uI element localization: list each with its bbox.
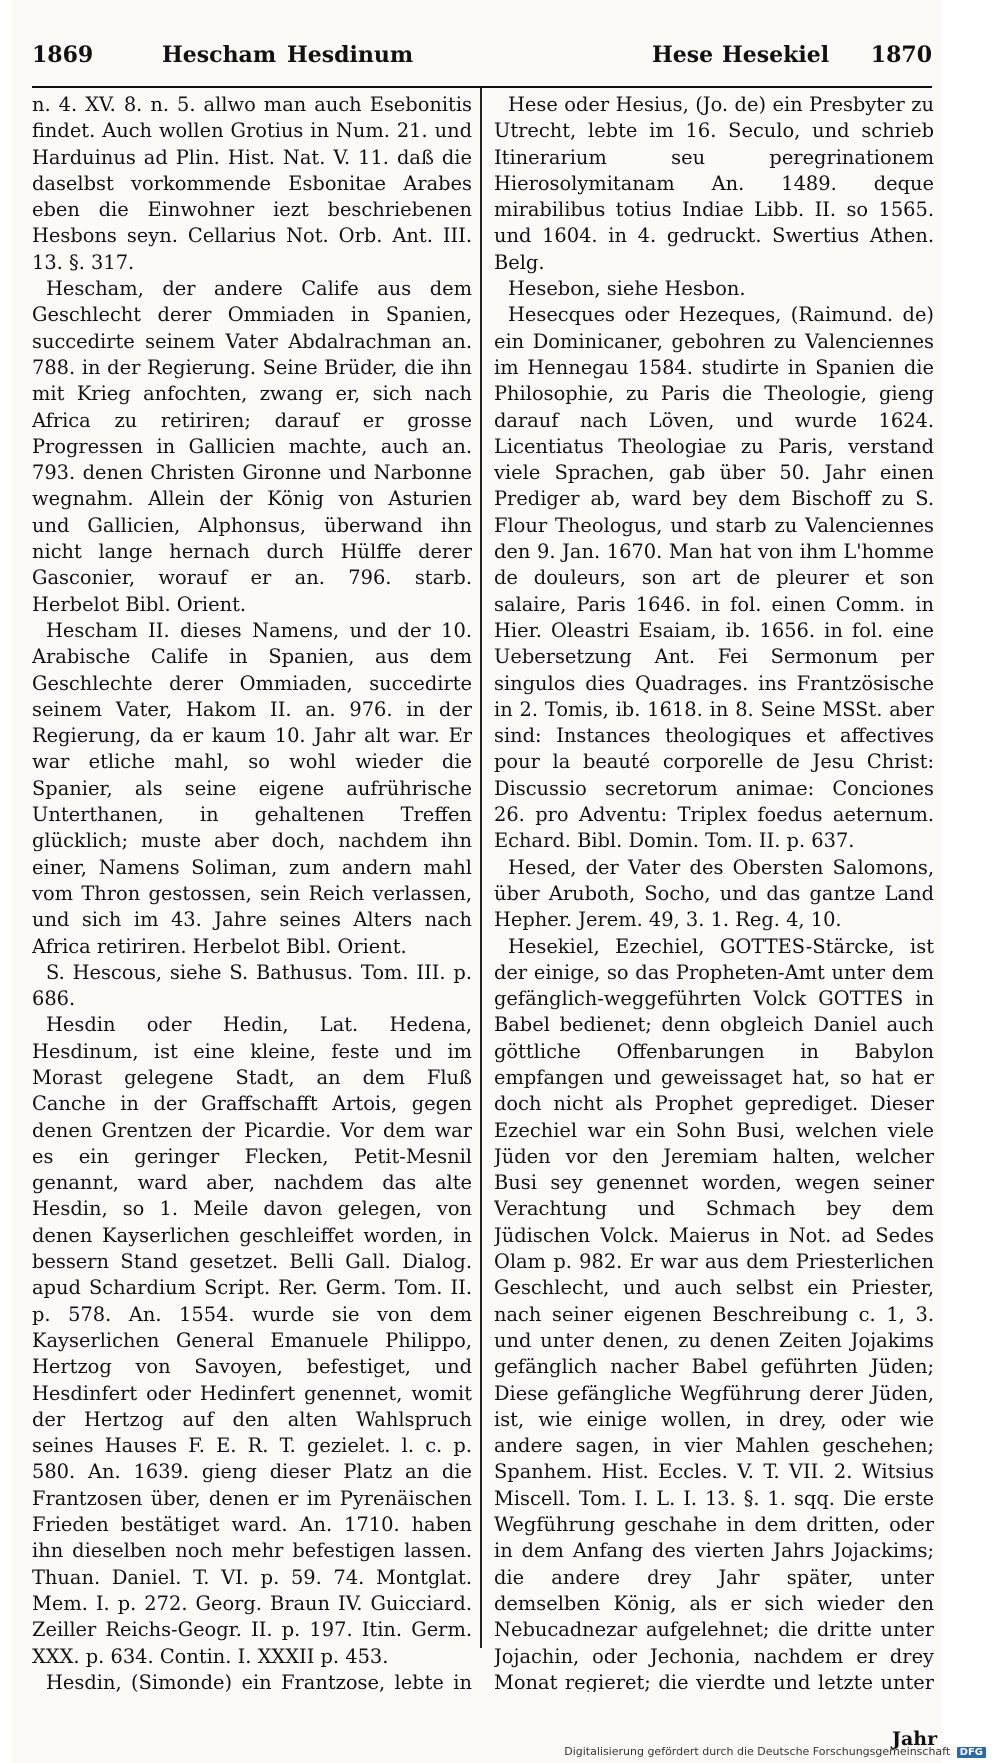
right-running-word-1: Hese [652, 42, 714, 68]
dfg-logo: DFG [957, 1747, 986, 1758]
lexicon-entry: Hesebon, siehe Hesbon. [508, 277, 746, 301]
lexicon-entry: Hescham, der andere Calife aus dem Geschlecht derer Ommiaden in Spanien, succedirte seinem Vater Abdalrachman an. 788. in der Regierung. Seine Brüder, die ihn mit Krieg anfochten, zwang er, sich nach Africa zu retiriren; darauf er grosse Progressen in Gallicien machte, auch an. 793. denen Christen Gironne und Narbonne wegnahm. Allein der König von Asturien und Gallicien, Alphonsus, überwand ihn nicht lange hernach durch Hülffe derer Gasconier, worauf er an. 796. starb. Herbelot Bibl. Orient. [32, 277, 472, 616]
left-page-number: 1869 [32, 42, 94, 68]
right-running-word-2: Hesekiel [722, 42, 830, 68]
lexicon-entry: Hesekiel, Ezechiel, GOTTES-Stärcke, ist der einige, so das Propheten-Amt unter dem gefänglich-weggeführten Volck GOTTES in Babel bedienet; denn obgleich Daniel auch göttliche Offenbarungen in Babylon empfangen und geweissaget hat, so hat er doch nicht als Prophet geprediget. Dieser Ezechiel war ein Sohn Busi, welchen viele Jüden vor den Jeremiam halten, welcher Busi sey genennet worden, wegen seiner Verachtung und Schmach bey dem Jüdischen Volck. Maierus in Not. ad Sedes Olam p. 982. Er war aus dem Priesterlichen Geschlecht, und auch selbst ein Priester, nach seiner eigenen Beschreibung c. 1, 3. und unter denen, zu denen Zeiten Jojakims gefänglich nacher Babel geführten Jüden; Diese gefängliche Wegführung derer Jüden, ist, wie einige wollen, in drey, oder wie andere sagen, in vier Mahlen geschehen; Spanhem. Hist. Eccles. V. T. VII. 2. Witsius Miscell. Tom. I. L. I. 13. §. 1. sqq. Die erste Wegführung geschahe in dem dritten, oder in dem Anfang des vierten Jahrs Jojackims; die andere drey Jahr später, unter demselben König, als er sich wieder den Nebucadnezar aufgelehnet; die dritte unter Jojachin, oder Jechonia, nachdem er drey Monat regieret; die vierdte und letzte unter [494, 934, 934, 1692]
lexicon-entry: Hesdin oder Hedin, Lat. Hedena, Hesdinum, ist eine kleine, feste und im Morast gelegene Stadt, an dem Fluß Canche in der Graffschafft Artois, gegen denen Grentzen der Picardie. Vor dem war es ein geringer Flecken, Petit-Mesnil genannt, ward aber, nachdem das alte Hesdin, so 1. Meile davon gelegen, von denen Kayserlichen geschleiffet worden, in bessern Stand gesetzet. Belli Gall. Dialog. apud Schardium Script. Rer. Germ. Tom. II. p. 578. An. 1554. wurde sie von dem Kayserlichen General Emanuele Philippo, Hertzog von Savoyen, befestiget, und Hesdinfert oder Hedinfert genennet, womit der Hertzog auf den alten Wahlspruch seines Hauses F. E. R. T. gezielet. l. c. p. 580. An. 1639. gieng dieser Platz an die Frantzosen über, denen er im Pyrenäischen Frieden bestätiget ward. An. 1710. haben ihn dieselben noch mehr befestigen lassen. Thuan. Daniel. T. VI. p. 59. 74. Montglat. Mem. I. p. 272. Georg. Braun IV. Guicciard. Zeiller Reichs-Geogr. II. p. 197. Itin. Germ. XXX. p. 634. Contin. I. XXXII p. 453. [32, 1013, 472, 1668]
lexicon-entry: Hesecques oder Hezeques, (Raimund. de) ein Dominicaner, gebohren zu Valenciennes im Hennegau 1584. studirte in Spanien die Philosophie, zu Paris die Theologie, gieng darauf nach Löven, und wurde 1624. Licentiatus Theologiae zu Paris, verstand viele Sprachen, gab über 50. Jahr einen Prediger ab, ward bey dem Bischoff zu S. Flour Theologus, und starb zu Valenciennes den 9. Jan. 1670. Man hat von ihm L'homme de douleurs, son art de pleurer et son salaire, Paris 1646. in fol. einen Comm. in Hier. Oleastri Esaiam, ib. 1656. in fol. eine Uebersetzung Ant. Fei Sermonum per singulos dies Quadrages. ins Frantzösische in 2. Tomis, ib. 1618. in 8. Seine MSSt. aber sind: Instances theologiques et affectives pour la beauté corporelle de Jesu Christ: Discussio secretorum animae: Conciones 26. pro Adventu: Triplex foedus aeternum. Echard. Bibl. Domin. Tom. II. p. 637. [494, 303, 934, 853]
left-running-word-1: Hescham [162, 42, 277, 68]
right-page-number: 1870 [870, 42, 932, 68]
left-running-word-2: Hesdinum [287, 42, 414, 68]
header-rule [32, 86, 932, 88]
page [12, 0, 942, 1763]
footer-text: Digitalisierung gefördert durch die Deutsche Forschungsgemeinschaft [564, 1745, 951, 1758]
column-separator [480, 88, 482, 1648]
right-column [494, 92, 934, 1692]
digitization-footer [564, 1745, 986, 1758]
left-column [32, 92, 472, 1692]
lexicon-entry: Hescham II. dieses Namens, und der 10. Arabische Calife in Spanien, aus dem Geschlechte derer Ommiaden, succedirte seinem Vater, Hakom II. an. 976. in der Regierung, da er kaum 10. Jahr alt war. Er war etliche mahl, so wohl wieder die Spanier, als seine eigene aufrührische Unterthanen, in gehaltenen Treffen glücklich; muste aber doch, nachdem ihn einer, Namens Soliman, zum andern mahl vom Thron gestossen, sein Reich verlassen, und sich im 43. Jahre seines Alters nach Africa retiriren. Herbelot Bibl. Orient. [32, 618, 472, 958]
lexicon-entry: S. Hescous, siehe S. Bathusus. Tom. III. p. 686. [32, 960, 472, 1011]
lexicon-entry: Hesdin, (Simonde) ein Frantzose, lebte in [46, 1670, 472, 1692]
lexicon-entry: n. 4. XV. 8. n. 5. allwo man auch Esebonitis findet. Auch wollen Grotius in Num. 21. und Harduinus ad Plin. Hist. Nat. V. 11. daß die daselbst vorkommende Esbonitae Arabes eben die Einwohner iezt beschriebenen Hesbons seyn. Cellarius Not. Orb. Ant. III. 13. §. 317. [32, 93, 472, 274]
lexicon-entry: Hesed, der Vater des Obersten Salomons, über Aruboth, Socho, und das gantze Land Hepher. Jerem. 49, 3. 1. Reg. 4, 10. [494, 855, 934, 932]
running-header [32, 42, 932, 82]
catchword: Jahr [892, 1728, 938, 1750]
lexicon-entry: Hese oder Hesius, (Jo. de) ein Presbyter zu Utrecht, lebte im 16. Seculo, und schrieb Itinerarium seu peregrinationem Hierosolymitanam An. 1489. deque mirabilibus totius Indiae Libb. II. so 1565. und 1604. in 4. gedruckt. Swertius Athen. Belg. [494, 93, 934, 274]
